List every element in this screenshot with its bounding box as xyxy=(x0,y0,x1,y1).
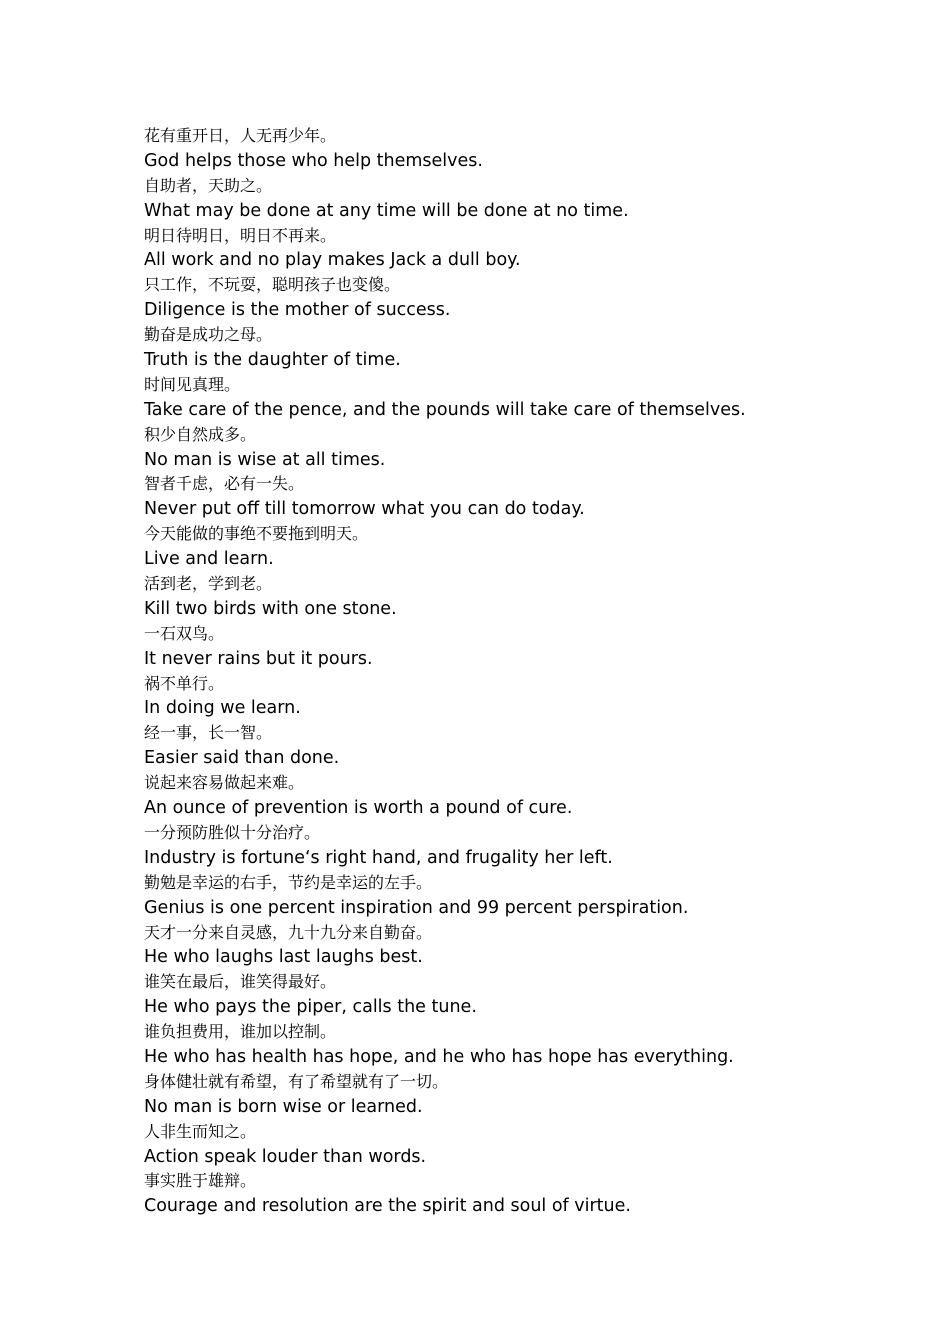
english-proverb-line: All work and no play makes Jack a dull boy. xyxy=(144,250,521,271)
english-proverb-line: Truth is the daughter of time. xyxy=(144,350,401,371)
chinese-translation-line: 经一事，长一智。 xyxy=(144,723,273,743)
chinese-translation-line: 谁负担费用，谁加以控制。 xyxy=(144,1022,337,1042)
english-proverb-line: No man is born wise or learned. xyxy=(144,1096,423,1117)
chinese-translation-line: 说起来容易做起来难。 xyxy=(144,773,305,793)
english-proverb-line: Take care of the pence, and the pounds will take care of themselves. xyxy=(144,399,746,420)
english-proverb-line: Industry is fortune‘s right hand, and frugality her left. xyxy=(144,847,613,868)
chinese-translation-line: 一石双鸟。 xyxy=(144,623,225,643)
english-proverb-line: He who pays the piper, calls the tune. xyxy=(144,997,477,1018)
chinese-translation-line: 只工作，不玩耍，聪明孩子也变傻。 xyxy=(144,275,401,295)
chinese-translation-line: 身体健壮就有希望，有了希望就有了一切。 xyxy=(144,1071,449,1091)
english-proverb-line: Kill two birds with one stone. xyxy=(144,598,397,619)
english-proverb-line: He who laughs last laughs best. xyxy=(144,947,423,968)
chinese-translation-line: 活到老，学到老。 xyxy=(144,574,273,594)
chinese-translation-line: 勤奋是成功之母。 xyxy=(144,325,273,345)
english-proverb-line: Easier said than done. xyxy=(144,748,340,769)
chinese-translation-line: 明日待明日，明日不再来。 xyxy=(144,225,337,245)
document-page xyxy=(144,124,904,1219)
english-proverb-line: God helps those who help themselves. xyxy=(144,150,483,171)
english-proverb-line: Diligence is the mother of success. xyxy=(144,300,451,321)
chinese-translation-line: 一分预防胜似十分治疗。 xyxy=(144,822,321,842)
chinese-translation-line: 积少自然成多。 xyxy=(144,424,257,444)
chinese-translation-line: 时间见真理。 xyxy=(144,374,241,394)
chinese-translation-line: 勤勉是幸运的右手，节约是幸运的左手。 xyxy=(144,872,433,892)
chinese-translation-line: 天才一分来自灵感，九十九分来自勤奋。 xyxy=(144,922,433,942)
english-proverb-line: An ounce of prevention is worth a pound of cure. xyxy=(144,798,573,819)
english-proverb-line: Courage and resolution are the spirit and soul of virtue. xyxy=(144,1196,631,1217)
chinese-translation-line: 祸不单行。 xyxy=(144,673,225,693)
english-proverb-line: Never put off till tomorrow what you can do today. xyxy=(144,499,585,520)
chinese-translation-line: 事实胜于雄辩。 xyxy=(144,1171,257,1191)
chinese-translation-line: 自助者，天助之。 xyxy=(144,175,273,195)
chinese-translation-line: 人非生而知之。 xyxy=(144,1121,257,1141)
english-proverb-line: In doing we learn. xyxy=(144,698,301,719)
english-proverb-line: Action speak louder than words. xyxy=(144,1146,427,1167)
chinese-translation-line: 智者千虑，必有一失。 xyxy=(144,474,305,494)
chinese-translation-line: 谁笑在最后，谁笑得最好。 xyxy=(144,972,337,992)
chinese-translation-line: 花有重开日，人无再少年。 xyxy=(144,126,337,145)
english-proverb-line: Live and learn. xyxy=(144,549,274,570)
chinese-translation-line: 今天能做的事绝不要拖到明天。 xyxy=(144,524,369,544)
english-proverb-line: No man is wise at all times. xyxy=(144,449,386,470)
english-proverb-line: Genius is one percent inspiration and 99 percent perspiration. xyxy=(144,897,689,918)
english-proverb-line: He who has health has hope, and he who has hope has everything. xyxy=(144,1046,734,1067)
english-proverb-line: It never rains but it pours. xyxy=(144,648,373,669)
english-proverb-line: What may be done at any time will be done at no time. xyxy=(144,200,629,221)
